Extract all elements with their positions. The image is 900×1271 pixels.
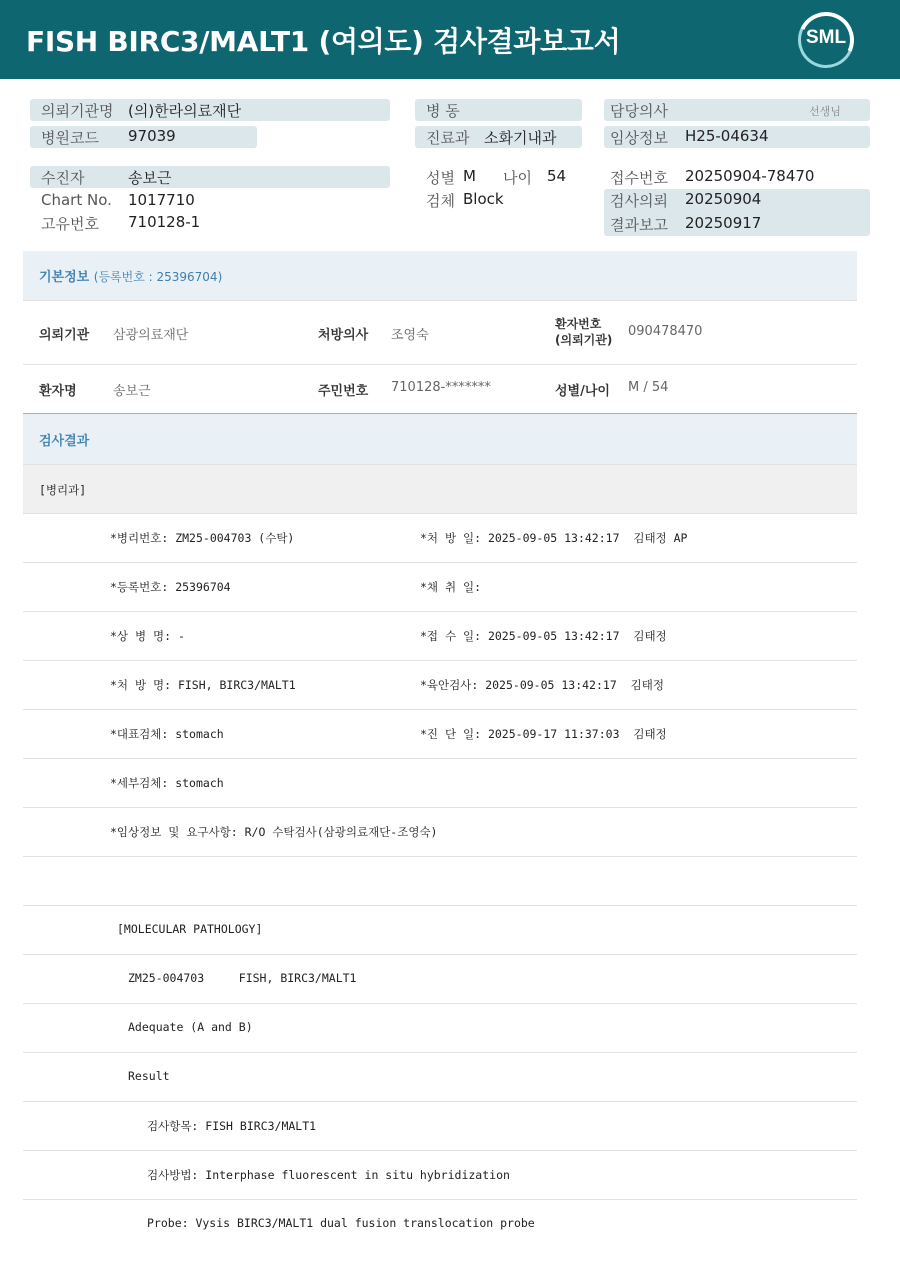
- info-clinical: [604, 126, 870, 148]
- divider: [23, 1150, 857, 1151]
- info-label: 진료과: [426, 129, 470, 147]
- result-line-right: *접 수 일: 2025-09-05 13:42:17 김태정: [420, 629, 667, 643]
- molecular-line: ZM25-004703 FISH, BIRC3/MALT1: [128, 971, 357, 985]
- logo-text: SML: [805, 27, 847, 48]
- result-line-left: *임상정보 및 요구사항: R/O 수탁검사(삼광의료재단-조영숙): [110, 825, 438, 839]
- divider: [23, 660, 857, 661]
- info-value: 소화기내과: [484, 129, 557, 147]
- sml-logo: [798, 12, 854, 68]
- field-label: 의뢰기관: [39, 328, 90, 343]
- molecular-line: 검사항목: FISH BIRC3/MALT1: [147, 1119, 317, 1133]
- field-value: 090478470: [628, 324, 703, 339]
- divider: [23, 856, 857, 857]
- basic-info-title-text: 기본정보: [39, 270, 90, 285]
- field-value: 삼광의료재단: [113, 328, 189, 343]
- basic-info-reg-no: (등록번호 : 25396704): [93, 270, 223, 284]
- molecular-line: Result: [128, 1069, 170, 1083]
- field-value: 송보근: [113, 384, 151, 399]
- result-line-left: *대표검체: stomach: [110, 727, 224, 741]
- info-suffix: 선생님: [809, 105, 841, 118]
- info-label: Chart No.: [41, 191, 112, 209]
- divider: [23, 1052, 857, 1053]
- result-line-left: *처 방 명: FISH, BIRC3/MALT1: [110, 678, 296, 692]
- field-label-line: (의뢰기관): [555, 333, 613, 347]
- result-line-right: *처 방 일: 2025-09-05 13:42:17 김태정 AP: [420, 531, 688, 545]
- result-header: [23, 414, 857, 464]
- field-value: 710128-*******: [391, 380, 491, 395]
- info-value: 20250904-78470: [685, 167, 815, 185]
- info-value: 54: [547, 167, 567, 185]
- molecular-line: Probe: Vysis BIRC3/MALT1 dual fusion translocation probe: [147, 1216, 535, 1230]
- info-ward: [415, 99, 582, 121]
- info-value: 1017710: [128, 191, 195, 209]
- info-label: 수진자: [41, 169, 85, 187]
- info-doctor: [604, 99, 870, 121]
- divider: [23, 905, 857, 906]
- department-label: [병리과]: [39, 483, 87, 497]
- info-label: 병 동: [426, 102, 460, 120]
- molecular-heading: [MOLECULAR PATHOLOGY]: [117, 922, 263, 936]
- info-label: 담당의사: [610, 102, 668, 120]
- field-value: M / 54: [628, 380, 669, 395]
- field-label-multiline: [555, 316, 612, 348]
- basic-info-header: [23, 251, 857, 300]
- info-label: 병원코드: [41, 129, 99, 147]
- divider: [23, 611, 857, 612]
- info-label: 접수번호: [610, 169, 668, 187]
- info-label: 의뢰기관명: [41, 102, 114, 120]
- info-label: 임상정보: [610, 129, 668, 147]
- divider: [23, 513, 857, 514]
- info-specimen: [415, 189, 582, 211]
- divider: [23, 807, 857, 808]
- field-label: 성별/나이: [555, 384, 610, 399]
- field-label: 주민번호: [318, 384, 369, 399]
- info-label: 검체: [426, 192, 455, 210]
- info-value: Block: [463, 190, 504, 208]
- divider: [23, 758, 857, 759]
- result-line-right: *채 취 일:: [420, 580, 482, 594]
- info-value: (의)한라의료재단: [128, 102, 242, 120]
- info-patient: [30, 166, 390, 188]
- info-label: 성별: [426, 169, 455, 187]
- info-label: 결과보고: [610, 216, 668, 234]
- info-department: [415, 126, 582, 148]
- divider: [23, 1101, 857, 1102]
- info-chart-no: [30, 190, 390, 212]
- divider: [23, 364, 857, 365]
- basic-info-title: [39, 266, 222, 285]
- result-line-right: *육안검사: 2025-09-05 13:42:17 김태정: [420, 678, 664, 692]
- field-label: 처방의사: [318, 328, 369, 343]
- molecular-line: Adequate (A and B): [128, 1020, 253, 1034]
- molecular-line: 검사방법: Interphase fluorescent in situ hybridization: [147, 1168, 510, 1182]
- result-line-left: *상 병 명: -: [110, 629, 185, 643]
- info-hospital-code: [30, 126, 257, 148]
- info-value: 20250904: [685, 190, 762, 208]
- info-label: 나이: [503, 169, 532, 187]
- info-value: 송보근: [128, 169, 172, 187]
- report-title: FISH BIRC3/MALT1 (여의도) 검사결과보고서: [26, 25, 621, 58]
- field-label-line: 환자번호: [555, 317, 602, 331]
- department-row: [23, 465, 857, 514]
- report-header: [0, 0, 900, 79]
- info-value: M: [463, 167, 476, 185]
- result-line-left: *등록번호: 25396704: [110, 580, 231, 594]
- result-title: 검사결과: [39, 434, 90, 449]
- info-receipt-no: [604, 166, 870, 188]
- result-line-left: *세부검체: stomach: [110, 776, 224, 790]
- info-label: 검사의뢰: [610, 192, 668, 210]
- info-value: H25-04634: [685, 127, 769, 145]
- divider: [23, 1003, 857, 1004]
- divider: [23, 562, 857, 563]
- info-dates: [604, 189, 870, 236]
- info-label: 고유번호: [41, 215, 99, 233]
- field-label: 환자명: [39, 384, 77, 399]
- field-value: 조영숙: [391, 328, 429, 343]
- result-line-right: *진 단 일: 2025-09-17 11:37:03 김태정: [420, 727, 667, 741]
- divider: [23, 300, 857, 301]
- result-line-left: *병리번호: ZM25-004703 (수탁): [110, 531, 295, 545]
- info-value: 710128-1: [128, 213, 201, 231]
- divider: [23, 1199, 857, 1200]
- divider: [23, 709, 857, 710]
- divider: [23, 954, 857, 955]
- info-value: 97039: [128, 127, 176, 145]
- info-value: 20250917: [685, 214, 762, 232]
- info-institution: [30, 99, 390, 121]
- info-unique-no: [30, 212, 390, 234]
- info-sex-age: [415, 166, 582, 188]
